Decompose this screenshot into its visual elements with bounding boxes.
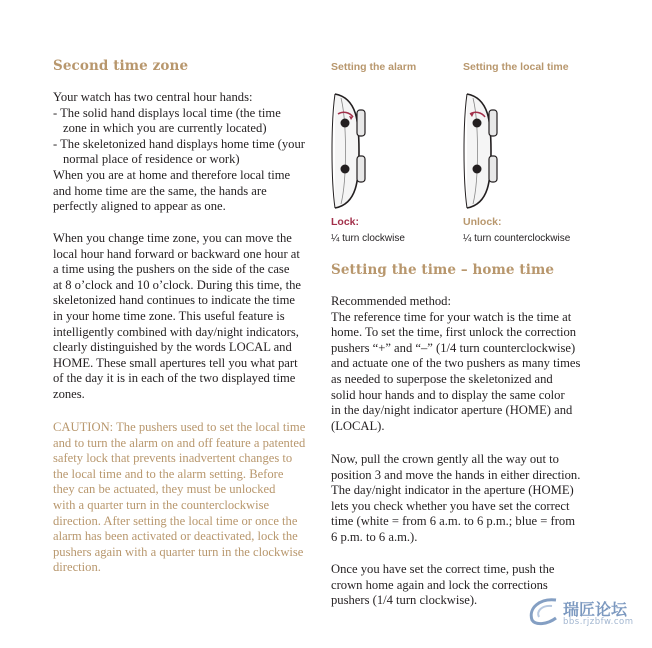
- text-line: pushers “+” and “–” (1/4 turn counterclockwise): [331, 340, 576, 355]
- text-line: pushers (1/4 turn clockwise).: [331, 593, 478, 608]
- text-line: - The skeletonized hand displays home time (your: [53, 136, 305, 151]
- text-line: 6 p.m. to 6 a.m.).: [331, 529, 418, 544]
- paragraph-recommended-method: [331, 294, 595, 434]
- text-line: (LOCAL).: [331, 418, 385, 433]
- unlock-label: Unlock:: [463, 216, 502, 228]
- text-line: in the day/night indicator aperture (HOME) and: [331, 403, 573, 418]
- paragraph-pull-crown: [331, 452, 595, 546]
- text-line: and to turn the alarm on and off feature a patented: [53, 435, 306, 450]
- watermark-logo-icon: [526, 596, 560, 626]
- text-line: safety lock that prevents inadvertent changes to: [53, 451, 293, 466]
- text-line: in your home time zone. This useful feature is: [53, 308, 285, 323]
- watch-side-lock-illustration: [327, 92, 377, 210]
- text-line: time (white = from 6 a.m. to 6 p.m.; blue = from: [331, 514, 575, 529]
- watermark-url: bbs.rjzbfw.com: [563, 617, 634, 627]
- illustration-title-alarm: Setting the alarm: [331, 61, 417, 73]
- text-line: zone in which you are currently located): [63, 121, 267, 136]
- paragraph-intro: [53, 90, 318, 215]
- section-title-second-time-zone: Second time zone: [53, 58, 189, 74]
- text-line: The day/night indicator in the aperture (HOME): [331, 483, 574, 498]
- text-line: clearly distinguished by the words LOCAL and: [53, 340, 292, 355]
- text-line: they can be actuated, they must be unlocked: [53, 482, 276, 497]
- text-line: the local time and to the alarm setting. Before: [53, 466, 284, 481]
- text-line: crown home again and lock the corrections: [331, 577, 548, 592]
- text-line: direction.: [53, 560, 101, 575]
- text-line: When you are at home and therefore local time: [53, 167, 291, 182]
- paragraph-time-zone-change: [53, 231, 318, 403]
- text-line: a time using the pushers on the side of the case: [53, 262, 290, 277]
- text-line: of the day it is in each of the two displayed time: [53, 371, 296, 386]
- text-line: skeletonized hand continues to indicate the time: [53, 293, 296, 308]
- lock-description: ¼ turn clockwise: [331, 233, 405, 244]
- text-line: When you change time zone, you can move the: [53, 231, 292, 245]
- text-line: Recommended method:: [331, 294, 451, 308]
- text-line: and actuate one of the two pushers as many times: [331, 356, 581, 371]
- text-line: solid hour hands and to display the same color: [331, 387, 565, 402]
- text-line: as needed to superpose the skeletonized and: [331, 371, 553, 386]
- text-line: home. To set the time, first unlock the correction: [331, 325, 577, 340]
- text-line: HOME. These small apertures tell you what part: [53, 355, 298, 370]
- text-line: position 3 and move the hands in either direction.: [331, 467, 581, 482]
- text-line: CAUTION: The pushers used to set the local time: [53, 420, 306, 434]
- text-line: direction. After setting the local time or once the: [53, 513, 298, 528]
- text-line: lets you check whether you have set the correct: [331, 498, 570, 513]
- text-line: intelligently combined with day/night indicators,: [53, 324, 299, 339]
- text-line: zones.: [53, 386, 85, 401]
- text-line: and home time are the same, the hands are: [53, 183, 267, 198]
- unlock-description: ¼ turn counterclockwise: [463, 233, 571, 244]
- text-line: with a quarter turn in the counterclockwise: [53, 497, 270, 512]
- text-line: Your watch has two central hour hands:: [53, 90, 253, 104]
- illustration-title-local-time: Setting the local time: [463, 61, 569, 73]
- paragraph-caution: [53, 420, 318, 576]
- text-line: normal place of residence or work): [63, 152, 240, 167]
- text-line: alarm has been activated or deactivated, lock the: [53, 529, 298, 544]
- section-title-setting-home-time: Setting the time – home time: [331, 262, 555, 278]
- text-line: perfectly aligned to appear as one.: [53, 199, 226, 214]
- text-line: at 8 o’clock and 10 o’clock. During this time, the: [53, 277, 301, 292]
- text-line: pushers again with a quarter turn in the clockwise: [53, 544, 304, 559]
- watch-side-unlock-illustration: [459, 92, 509, 210]
- text-line: Once you have set the correct time, push the: [331, 562, 555, 576]
- text-line: - The solid hand displays local time (the time: [53, 105, 281, 120]
- lock-label: Lock:: [331, 216, 360, 228]
- text-line: The reference time for your watch is the time at: [331, 309, 572, 324]
- watermark-site-name: 瑞匠论坛: [563, 600, 628, 619]
- text-line: local hour hand forward or backward one hour at: [53, 246, 300, 261]
- text-line: Now, pull the crown gently all the way out to: [331, 452, 559, 466]
